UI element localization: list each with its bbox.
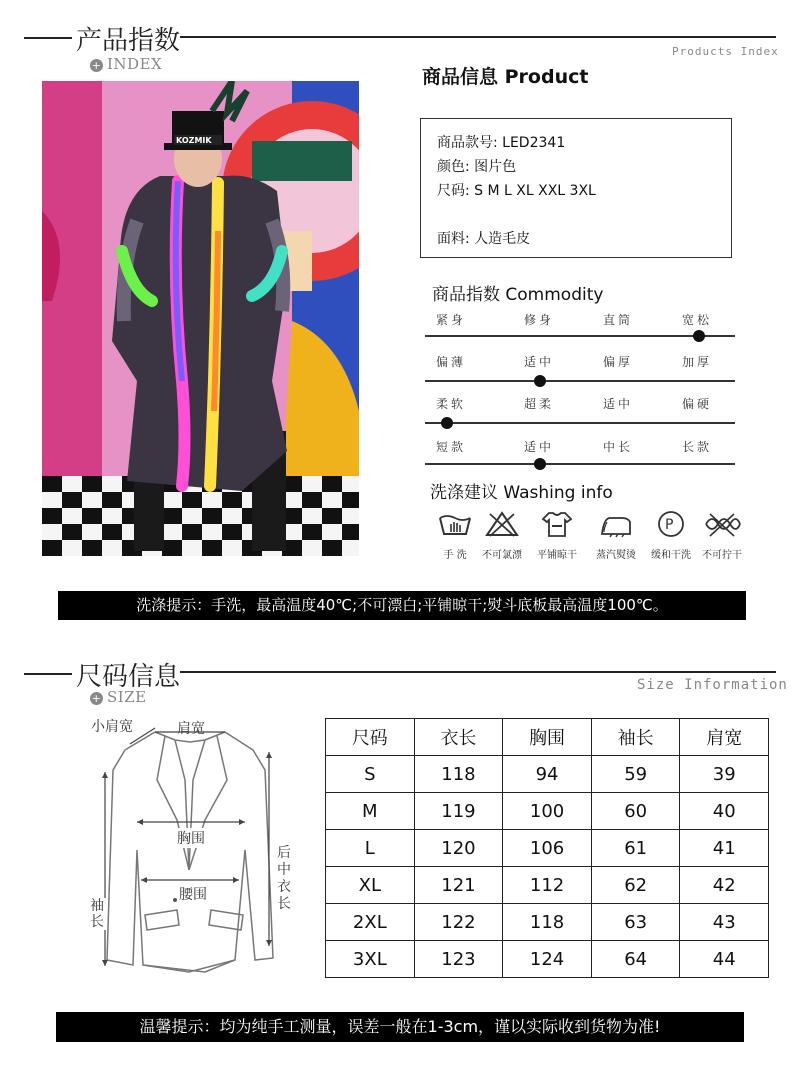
no-wring-icon [702,510,742,538]
plus-circle-icon: + [91,59,102,72]
table-cell: 121 [414,867,503,904]
table-cell: 39 [680,756,769,793]
size-section-english: Size Information [637,677,788,693]
checker-floor [42,476,359,556]
table-cell: 120 [414,830,503,867]
scale-label: 适中 [524,440,555,454]
table-row [326,867,769,904]
scale-label: 长款 [682,440,713,454]
table-cell: 44 [680,941,769,978]
header-cell: 肩宽 [680,719,769,756]
hand-wash-icon [437,510,473,538]
scale-label: 偏厚 [603,355,634,369]
table-cell: 123 [414,941,503,978]
table-cell: 100 [503,793,592,830]
table-cell: 112 [503,867,592,904]
table-row [326,941,769,978]
wash-item-no-bleach [472,510,532,561]
product-info-box [420,118,732,258]
label-shoulder: 肩宽 [177,721,205,737]
headband-text: KOZMIK [176,136,212,145]
table-cell: 59 [591,756,680,793]
wash-item-flat-dry [527,510,587,561]
no-bleach-icon [484,510,520,538]
scale-label: 适中 [603,397,634,411]
scale-label: 偏薄 [436,355,467,369]
scale-line [425,335,735,337]
section-rule-left [24,673,72,675]
label-chest: 胸围 [177,828,205,848]
table-cell: 94 [503,756,592,793]
table-cell: 62 [591,867,680,904]
label-sleeve: 袖长 [90,898,104,930]
table-header-row [326,719,769,756]
scale-label: 紧身 [436,313,467,327]
index-section-english: Products Index [672,45,779,58]
scale-label: 柔软 [436,397,467,411]
table-row [326,830,769,867]
scale-label: 修身 [524,313,555,327]
scale-label: 适中 [524,355,555,369]
commodity-title: 商品指数 Commodity [432,285,604,305]
garment-diagram [85,710,315,980]
wash-tip-banner: 洗涤提示：手洗，最高温度40℃;不可漂白;平铺晾干;熨斗底板最高温度100℃。 [58,591,746,620]
index-subtitle-text: INDEX [107,55,163,73]
table-cell: 118 [414,756,503,793]
scale-label: 超柔 [524,397,555,411]
bottom-tip-banner: 温馨提示：均为纯手工测量，误差一般在1-3cm，谨以实际收到货物为准! [56,1012,744,1042]
scale-marker [534,458,546,470]
header-cell: 尺码 [326,719,415,756]
wash-label: 不可氯漂 [482,550,522,561]
wash-label: 不可拧干 [702,550,742,561]
wash-label: 平铺晾干 [537,550,577,561]
scale-label: 中长 [603,440,634,454]
table-cell: 122 [414,904,503,941]
scale-marker [441,417,453,429]
gentle-dry-clean-icon [653,510,689,538]
size-section-subtitle [90,688,147,706]
steam-iron-icon [598,510,634,538]
table-cell: 118 [503,904,592,941]
section-rule-left [24,37,72,39]
table-cell: 42 [680,867,769,904]
table-cell: 3XL [326,941,415,978]
table-cell: 60 [591,793,680,830]
table-cell: 64 [591,941,680,978]
scale-marker [693,330,705,342]
scale-line [425,422,735,424]
header-cell: 袖长 [591,719,680,756]
washing-title: 洗涤建议 Washing info [430,483,613,503]
size-subtitle-text: SIZE [107,688,147,706]
table-cell: S [326,756,415,793]
table-cell: 43 [680,904,769,941]
scale-label: 偏硬 [682,397,713,411]
scale-line [425,380,735,382]
product-sizes: 尺码: S M L XL XXL 3XL [437,183,596,199]
label-small-shoulder: 小肩宽 [91,719,133,735]
table-row [326,793,769,830]
product-color: 颜色: 图片色 [437,159,517,175]
scale-marker [534,375,546,387]
table-cell: 61 [591,830,680,867]
index-section-subtitle [90,55,162,73]
table-cell: 119 [414,793,503,830]
table-cell: XL [326,867,415,904]
size-section-title: 尺码信息 [76,662,181,692]
scale-label: 短款 [436,440,467,454]
table-cell: 40 [680,793,769,830]
scale-label: 宽松 [682,313,713,327]
wash-label: 缓和干洗 [651,550,691,561]
flat-dry-icon [539,510,575,538]
table-row [326,904,769,941]
table-cell: 63 [591,904,680,941]
product-fabric: 面料: 人造毛皮 [437,231,531,247]
product-info-title: 商品信息 Product [422,66,589,88]
product-code: 商品款号: LED2341 [437,135,566,151]
table-cell: 124 [503,941,592,978]
table-cell: L [326,830,415,867]
wash-label: 手 洗 [443,550,467,561]
header-cell: 衣长 [414,719,503,756]
table-row [326,756,769,793]
scale-line [425,463,735,465]
table-cell: 106 [503,830,592,867]
scale-label: 加厚 [682,355,713,369]
scale-label: 直筒 [603,313,634,327]
size-table [325,718,769,978]
label-waist: 腰围 [179,884,207,904]
product-photo [42,81,359,556]
table-cell: 41 [680,830,769,867]
table-cell: M [326,793,415,830]
svg-text:P: P [665,517,674,533]
wash-item-steam-iron [586,510,646,561]
wash-item-no-wring [692,510,752,561]
label-back-length: 后中衣长 [277,845,291,912]
wash-label: 蒸汽熨烫 [596,550,636,561]
plus-circle-icon: + [91,692,102,705]
table-cell: 2XL [326,904,415,941]
header-cell: 胸围 [503,719,592,756]
index-section-title: 产品指数 [76,26,181,56]
section-rule-right [180,671,776,673]
section-rule-right [180,36,776,38]
